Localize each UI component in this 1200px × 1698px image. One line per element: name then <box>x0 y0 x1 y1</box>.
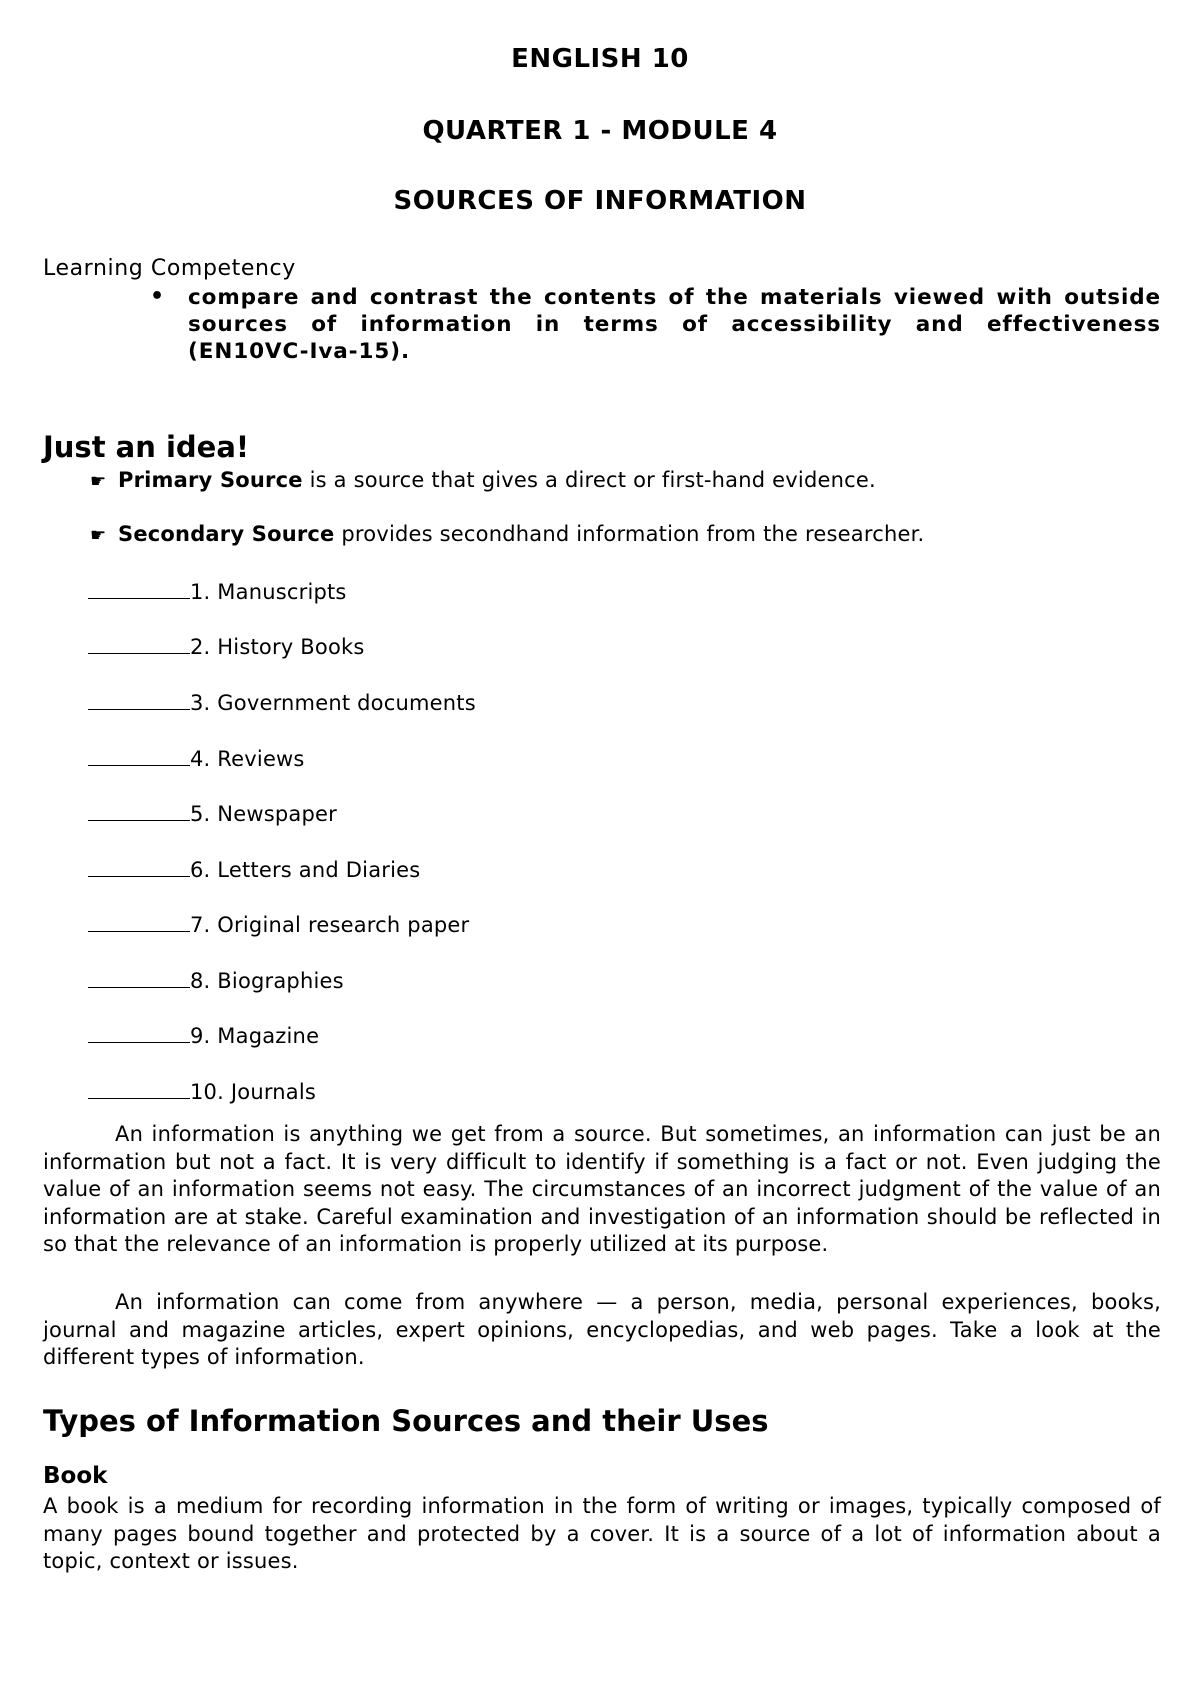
list-item <box>88 633 365 659</box>
paragraph-text: An information is anything we get from a source. But sometimes, an information can just be an information but not a fact. It is very difficult to identify if something is a fact or not. Even judging the value of an information seems not easy. The circumstances of an incorrect judgment of the value of an information are at stake. Careful examination and investigation of an information should be reflected in so that the relevance of an information is properly utilized at its purpose. <box>43 1122 1161 1256</box>
answer-blank[interactable] <box>88 578 190 599</box>
item-text: 6. Letters and Diaries <box>190 858 421 882</box>
item-text: 7. Original research paper <box>190 913 470 937</box>
learning-competency-label: Learning Competency <box>43 256 296 281</box>
list-item <box>88 1078 316 1104</box>
list-item <box>88 745 305 771</box>
pointing-hand-icon: ☛ <box>90 525 107 546</box>
paragraph-text: An information can come from anywhere — a person, media, personal experiences, books, journal and magazine articles, expert opinions, encyclopedias, and web pages. Take a look at the different types of information. <box>43 1290 1161 1369</box>
list-item <box>88 800 337 826</box>
answer-blank[interactable] <box>88 856 190 877</box>
learning-competency-text: compare and contrast the contents of the materials viewed with outside sources of information in terms of accessibility and effectiveness (EN10VC-Iva-15). <box>188 285 1161 364</box>
pointing-hand-icon: ☛ <box>90 471 107 492</box>
item-text: 9. Magazine <box>190 1024 320 1048</box>
list-item <box>88 967 344 993</box>
item-text: 4. Reviews <box>190 747 305 771</box>
item-text: 10. Journals <box>190 1080 317 1104</box>
list-item <box>88 911 469 937</box>
primary-source-term: Primary Source <box>118 468 303 492</box>
answer-blank[interactable] <box>88 967 190 988</box>
topic-title: SOURCES OF INFORMATION <box>393 186 807 216</box>
secondary-source-desc: provides secondhand information from the researcher. <box>334 522 925 546</box>
answer-blank[interactable] <box>88 1022 190 1043</box>
secondary-source-definition <box>90 522 924 546</box>
list-item <box>88 578 347 604</box>
answer-blank[interactable] <box>88 1078 190 1099</box>
primary-source-definition <box>90 468 876 492</box>
answer-blank[interactable] <box>88 911 190 932</box>
paragraph-sources <box>43 1289 1161 1372</box>
module-title: QUARTER 1 - MODULE 4 <box>422 116 778 146</box>
list-item <box>88 689 476 715</box>
item-text: 3. Government documents <box>190 691 476 715</box>
answer-blank[interactable] <box>88 800 190 821</box>
paragraph-information <box>43 1121 1161 1259</box>
primary-source-desc: is a source that gives a direct or first-hand evidence. <box>302 468 876 492</box>
item-text: 5. Newspaper <box>190 802 337 826</box>
item-text: 1. Manuscripts <box>190 580 347 604</box>
answer-blank[interactable] <box>88 633 190 654</box>
book-heading: Book <box>43 1463 108 1489</box>
answer-blank[interactable] <box>88 689 190 710</box>
bullet-icon: • <box>150 284 165 309</box>
course-title: ENGLISH 10 <box>511 44 689 74</box>
just-an-idea-heading: Just an idea! <box>43 430 250 464</box>
book-paragraph: A book is a medium for recording information in the form of writing or images, typically composed of many pages bound together and protected by a cover. It is a source of a lot of information about a topic, context or issues. <box>43 1494 1161 1573</box>
item-text: 2. History Books <box>190 635 365 659</box>
types-heading: Types of Information Sources and their Uses <box>43 1404 769 1438</box>
list-item <box>88 856 420 882</box>
item-text: 8. Biographies <box>190 969 344 993</box>
list-item <box>88 1022 319 1048</box>
answer-blank[interactable] <box>88 745 190 766</box>
secondary-source-term: Secondary Source <box>118 522 335 546</box>
